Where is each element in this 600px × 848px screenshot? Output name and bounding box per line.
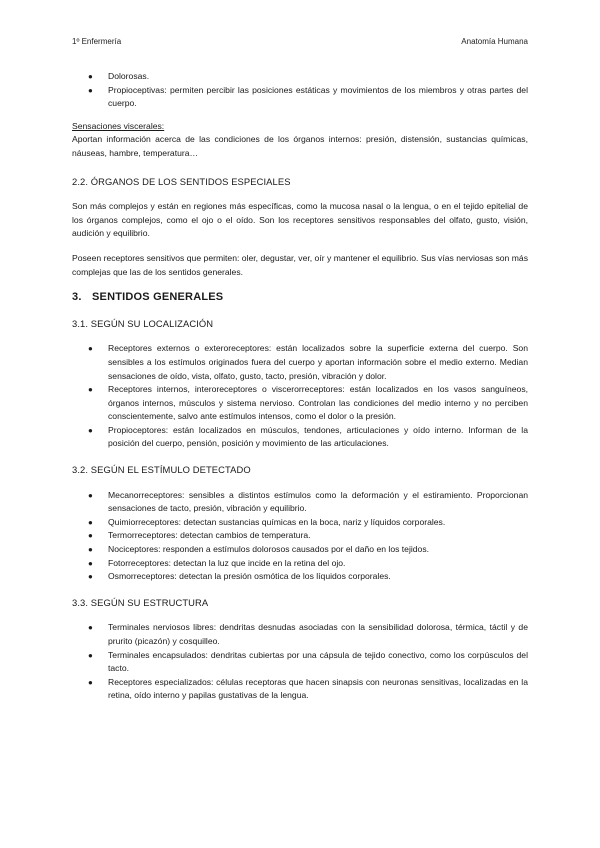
bullet-icon: ● <box>88 558 93 568</box>
bullet-icon: ● <box>88 85 93 95</box>
list-item: ● Mecanorreceptores: sensibles a distintos estímulos como la deformación y el estiramiento. Proporcionan sensaciones de tacto, presión, vibración y equilibrio. <box>88 489 528 514</box>
list-item: ● Terminales encapsulados: dendritas cubiertas por una cápsula de tejido conectivo, como los corpúsculos del tacto. <box>88 649 528 674</box>
list-item: ● Nociceptores: responden a estímulos dolorosos causados por el daño en los tejidos. <box>72 543 528 557</box>
section-3-title: SENTIDOS GENERALES <box>92 291 224 304</box>
section-3-1-heading: 3.1. SEGÚN SU LOCALIZACIÓN <box>72 317 214 329</box>
section-3-2-heading: 3.2. SEGÚN EL ESTÍMULO DETECTADO <box>72 464 251 476</box>
section-3-1-list <box>72 342 528 451</box>
list-item: ● Osmorreceptores: detectan la presión osmótica de los líquidos corporales. <box>72 570 528 584</box>
section-3-2-list <box>72 489 528 584</box>
bullet-icon: ● <box>88 72 93 81</box>
bullet-icon: ● <box>88 545 93 555</box>
list-item: ● Receptores externos o exteroreceptores: están localizados sobre la superficie externa del cuerpo. Son sensibles a los estímulos originados fuera del cuerpo y aportan información sobre el medio externo. Median sensaciones de oído, vista, olfato, gusto, tacto, presión, vibración y dolor. <box>88 343 528 381</box>
section-3-3-list <box>72 621 528 703</box>
list-item: ● Terminales nerviosos libres: dendritas desnudas asociadas con la sensibilidad dolorosa, térmica, táctil y de prurito (picazón) y cosquilleo. <box>88 622 528 646</box>
list-item: ● Fotorreceptores: detectan la luz que incide en la retina del ojo. <box>72 557 528 571</box>
bullet-icon: ● <box>88 572 93 582</box>
bullet-icon: ● <box>88 531 93 541</box>
section-2-2-heading: 2.2. ÓRGANOS DE LOS SENTIDOS ESPECIALES <box>72 175 291 187</box>
bullet-icon: ● <box>88 425 93 435</box>
section-2-2-paragraph-1: Son más complejos y están en regiones más específicas, como la mucosa nasal o la lengua, o en el tejido epitelial de los órganos complejos, como el ojo o el oído. Son los receptores sensitivos responsables del olfato, gusto, visión, audición y equilibrio. <box>72 201 528 239</box>
bullet-icon: ● <box>88 344 93 354</box>
header-subject: Anatomía Humana <box>461 37 528 46</box>
bullet-icon: ● <box>88 650 93 660</box>
document-content <box>72 70 528 703</box>
list-item: ● Quimiorreceptores: detectan sustancias químicas en la boca, nariz y líquidos corporales. <box>72 516 528 530</box>
bullet-icon: ● <box>88 385 93 395</box>
visceral-heading: Sensaciones viscerales: <box>72 120 165 131</box>
visceral-text: Aportan información acerca de las condiciones de los órganos internos: presión, distensión, sustancias químicas, náuseas, hambre, temperatura… <box>72 134 528 158</box>
list-item: ● Receptores especializados: células receptoras que hacen sinapsis con neuronas sensitivas, localizadas en la retina, oído interno y papilas gustativas de la lengua. <box>88 676 528 701</box>
bullet-icon: ● <box>88 677 93 687</box>
header-course: 1º Enfermería <box>72 37 122 46</box>
list-item: ● Receptores internos, interoreceptores o viscerorreceptores: están localizados en los vasos sanguíneos, órganos internos, músculos y sistema nervioso. Controlan las condiciones del medio interno y no perciben conscientemente, salvo ante estímulos intensos, como el dolor o la presión. <box>88 384 528 422</box>
section-3-number: 3. <box>72 291 82 304</box>
list-item: ● Propioceptores: están localizados en músculos, tendones, articulaciones y oído interno. Informan de la posición del cuerpo, pensión, posición y movimiento de las articulaciones. <box>88 424 528 449</box>
bullet-icon: ● <box>88 517 93 527</box>
bullet-icon: ● <box>88 490 93 500</box>
section-3-3-heading: 3.3. SEGÚN SU ESTRUCTURA <box>72 596 209 608</box>
section-2-2-paragraph-2: Poseen receptores sensitivos que permiten: oler, degustar, ver, oír y mantener el equilibrio. Sus vías nerviosas son más complejas que las de los sentidos generales. <box>72 252 528 277</box>
bullet-icon: ● <box>88 623 93 633</box>
list-item: ● Dolorosas. <box>72 70 528 84</box>
list-item: ● Termorreceptores: detectan cambios de temperatura. <box>72 529 528 543</box>
list-item: ● Propioceptivas: permiten percibir las posiciones estáticas y movimientos de los miembros y otras partes del cuerpo. <box>88 84 528 109</box>
section-3-heading <box>72 291 528 305</box>
top-bullet-list <box>72 70 528 111</box>
